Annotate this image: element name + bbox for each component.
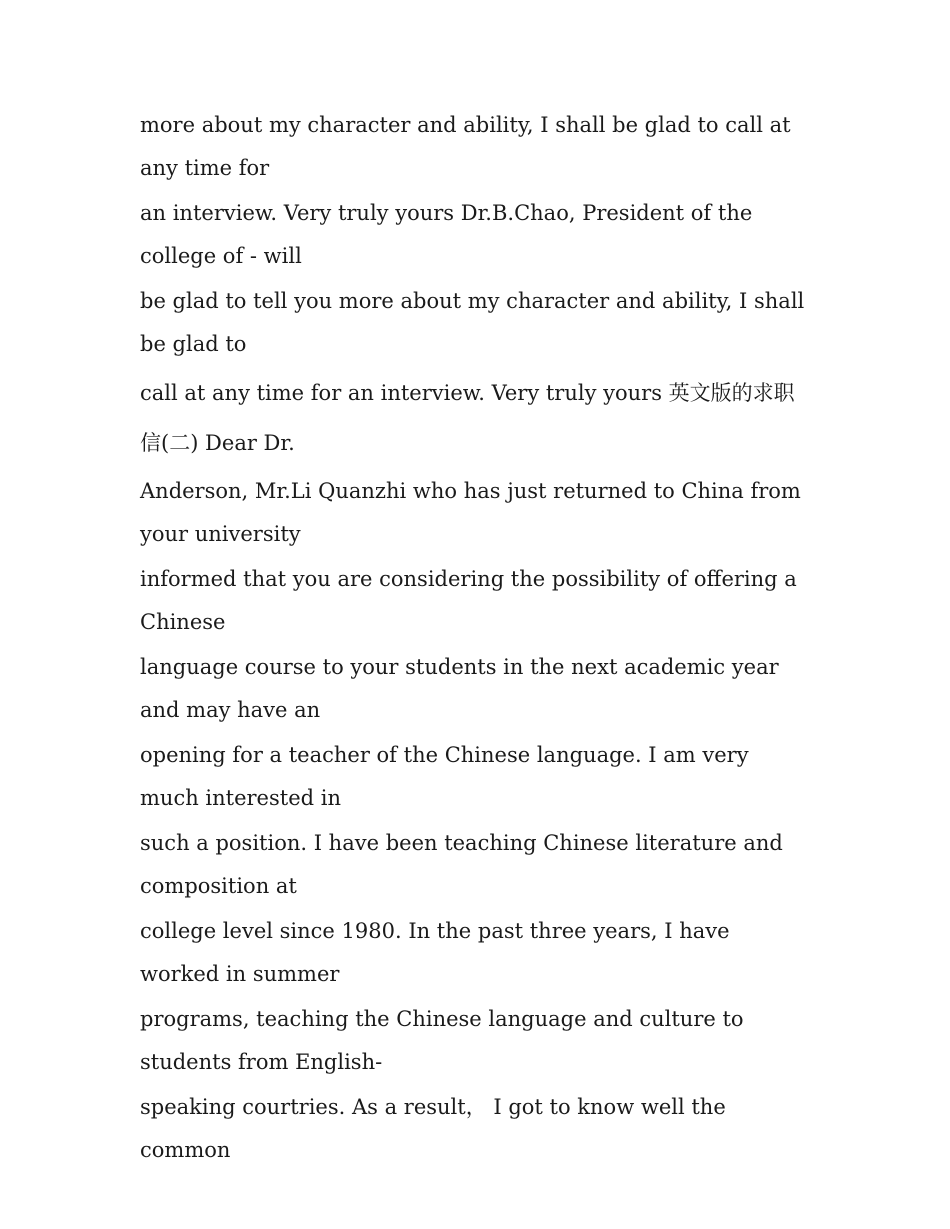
- paragraph-9: such a position. I have been teaching Chinese literature and composition at: [140, 831, 783, 898]
- paragraph-2: an interview. Very truly yours Dr.B.Chao, President of the college of - will: [140, 201, 753, 268]
- paragraph-6: informed that you are considering the possibility of offering a Chinese: [140, 567, 797, 634]
- paragraph-5: Anderson, Mr.Li Quanzhi who has just returned to China from your university: [140, 479, 801, 546]
- paragraph-10: college level since 1980. In the past three years, I have worked in summer: [140, 919, 730, 986]
- paragraph-1: more about my character and ability, I shall be glad to call at any time for: [140, 113, 791, 180]
- paragraph-3: be glad to tell you more about my character and ability, I shall be glad to: [140, 289, 805, 356]
- paragraph-7: language course to your students in the next academic year and may have an: [140, 655, 779, 722]
- paragraph-12: speaking courtries. As a result， I got to know well the common: [140, 1095, 726, 1162]
- paragraph-8: opening for a teacher of the Chinese language. I am very much interested in: [140, 743, 749, 810]
- letter-body: [140, 104, 805, 1174]
- paragraph-4: call at any time for an interview. Very truly yours 英文版的求职信(二) Dear Dr.: [140, 381, 795, 455]
- paragraph-11: programs, teaching the Chinese language and culture to students from English-: [140, 1007, 744, 1074]
